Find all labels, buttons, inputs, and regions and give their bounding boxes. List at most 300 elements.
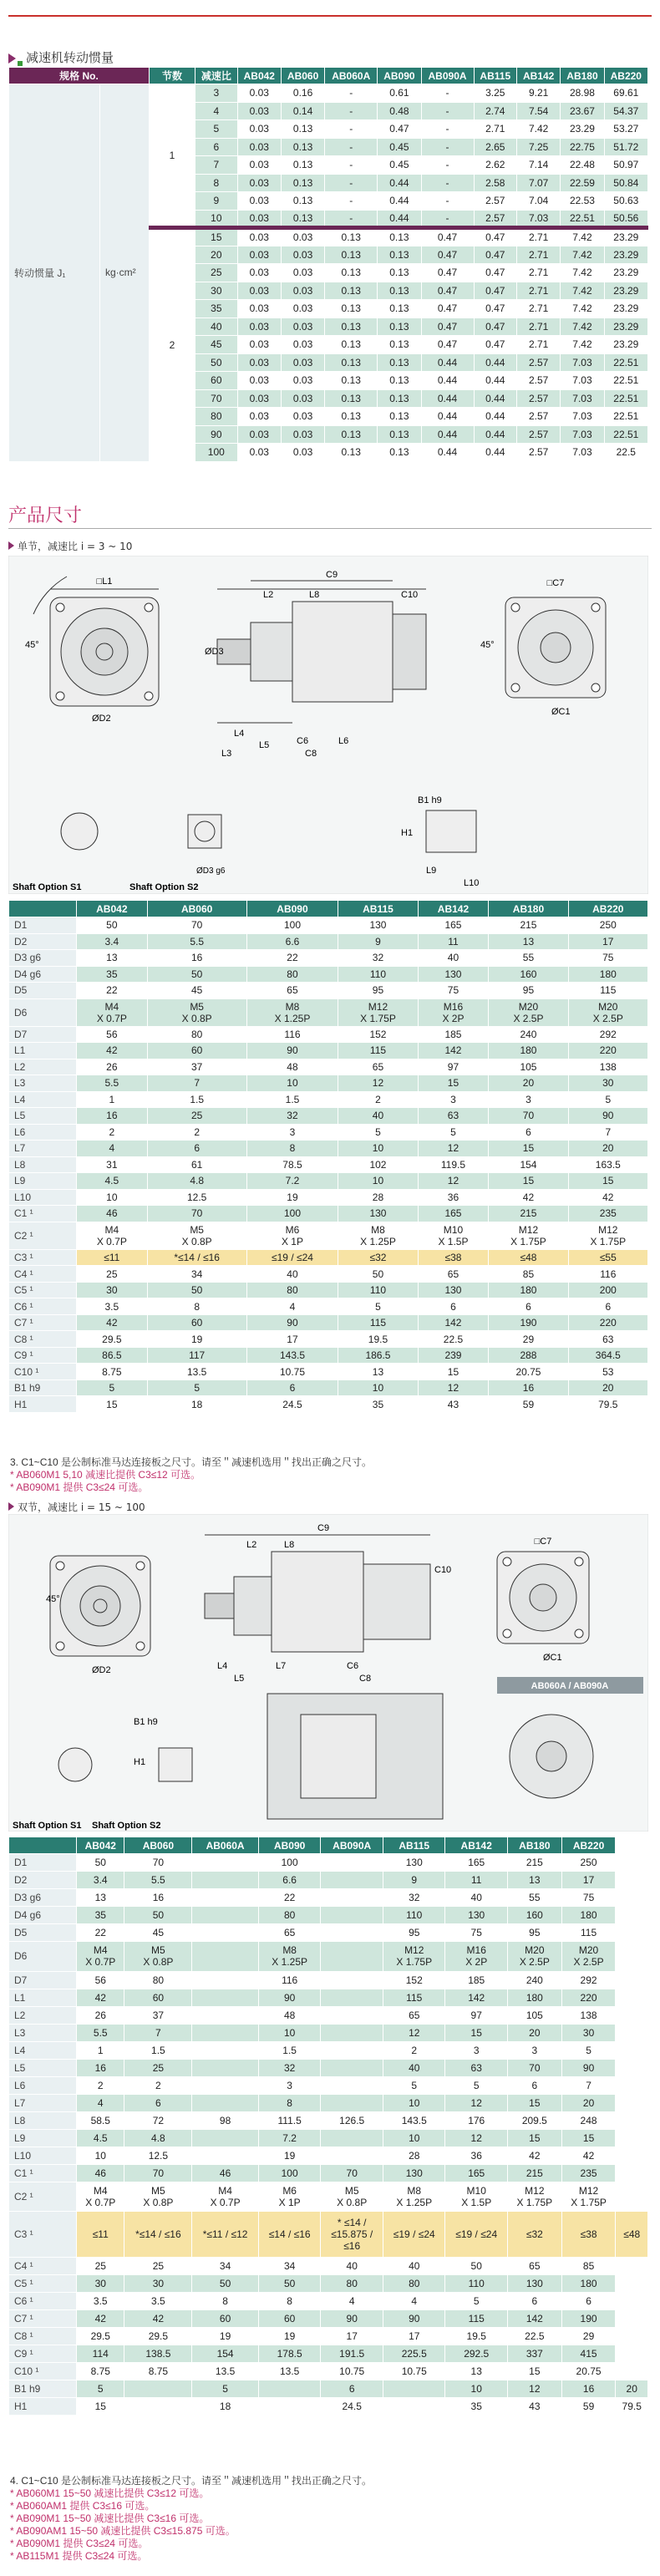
value-cell: 0.13 (378, 336, 421, 354)
dim-value-cell: 29.5 (77, 2327, 124, 2345)
dim-label-cell: C10 ¹ (9, 2362, 77, 2380)
dim-value-cell: 142 (445, 1989, 507, 2006)
table-row (9, 84, 648, 103)
value-cell: 0.44 (378, 192, 421, 211)
dim-value-cell: 24.5 (321, 2397, 383, 2415)
value-cell: 0.44 (421, 408, 474, 426)
dim-value-cell: 180 (507, 1989, 561, 2006)
dim-value-cell: *≤14 / ≤16 (147, 1249, 246, 1266)
value-cell: 22.51 (604, 372, 647, 390)
dim-value-cell: 1 (77, 1091, 148, 1108)
value-cell: 0.13 (378, 264, 421, 282)
value-cell: 0.13 (378, 228, 421, 246)
value-cell: 0.47 (421, 318, 474, 336)
dim-value-cell: 4 (383, 2292, 445, 2309)
dim-value-cell: 5 (561, 2041, 616, 2059)
dim-value-cell: 117 (147, 1347, 246, 1364)
dim-value-cell: 4.8 (124, 2129, 192, 2147)
dim-value-cell: 45 (124, 1924, 192, 1942)
table-row (9, 1189, 648, 1206)
ratio-cell: 90 (195, 425, 238, 444)
dim-value-cell: 78.5 (246, 1156, 338, 1173)
svg-text:L3: L3 (221, 749, 232, 759)
dim-value-cell: 50 (338, 1266, 418, 1283)
double-stage-subtitle: 双节，减速比 i = 15 ~ 100 (8, 1500, 145, 1514)
dim-value-cell: 13 (445, 2362, 507, 2380)
dim-value-cell: 154 (489, 1156, 568, 1173)
dim-value-cell: 12 (383, 2024, 445, 2041)
dim-value-cell: 34 (147, 1266, 246, 1283)
dim-value-cell: 3.5 (77, 1298, 148, 1315)
dim-value-cell: 3 (507, 2041, 561, 2059)
table-row (9, 2059, 648, 2076)
value-cell: 0.44 (474, 372, 516, 390)
dim-value-cell (258, 2397, 320, 2415)
dim-header-cell: AB142 (418, 901, 489, 917)
value-cell: 0.47 (474, 318, 516, 336)
value-cell: 0.44 (474, 389, 516, 408)
value-cell: 0.45 (378, 156, 421, 175)
dim-value-cell: 5 (192, 2380, 259, 2397)
dim-value-cell: 115 (338, 1314, 418, 1331)
dim-value-cell (124, 2397, 192, 2415)
double-stage-drawing (8, 1514, 648, 1832)
dim-value-cell: 17 (568, 933, 647, 950)
value-cell: 0.03 (281, 425, 324, 444)
dim-value-cell: 12 (418, 1379, 489, 1396)
table-row (9, 1379, 648, 1396)
dim-value-cell: 40 (383, 2059, 445, 2076)
dim-value-cell: 116 (258, 1971, 320, 1989)
dim-label-cell: C2 ¹ (9, 1222, 77, 1249)
note-line: * AB090M1 提供 C3≤24 可选。 (10, 2538, 149, 2549)
dim-value-cell: 40 (246, 1266, 338, 1283)
value-cell: 0.13 (378, 372, 421, 390)
dim-value-cell: 40 (383, 2257, 445, 2274)
value-cell: 0.14 (281, 102, 324, 120)
svg-text:L4: L4 (234, 729, 245, 739)
table-row (9, 1942, 648, 1972)
dim-value-cell: M5 X 0.8P (147, 1222, 246, 1249)
svg-text:L2: L2 (263, 590, 274, 600)
ratio-cell: 20 (195, 246, 238, 264)
dim-value-cell: 209.5 (507, 2111, 561, 2129)
dim-value-cell: 6 (507, 2076, 561, 2094)
dim-value-cell: ≤55 (568, 1249, 647, 1266)
dim-value-cell: 115 (383, 1989, 445, 2006)
dim-value-cell: 12 (418, 1173, 489, 1190)
svg-text:45°: 45° (25, 640, 39, 650)
dim-value-cell: 32 (258, 2059, 320, 2076)
dim-value-cell: 115 (338, 1043, 418, 1059)
dim-value-cell: 5 (147, 1379, 246, 1396)
dim-value-cell: 46 (77, 2164, 124, 2182)
dim-value-cell: 130 (383, 1854, 445, 1872)
dim-value-cell: 8.75 (124, 2362, 192, 2380)
value-cell: 0.03 (281, 408, 324, 426)
svg-text:□C7: □C7 (546, 578, 565, 588)
value-cell: 7.42 (517, 120, 561, 139)
dim-value-cell (321, 2041, 383, 2059)
dim-value-cell: 2 (147, 1124, 246, 1141)
ratio-cell: 4 (195, 102, 238, 120)
dimensions-rule (8, 528, 652, 529)
value-cell: 7.03 (561, 425, 604, 444)
value-cell: 0.03 (237, 408, 281, 426)
dim-value-cell (321, 1872, 383, 1889)
dim-value-cell: 95 (338, 983, 418, 999)
dim-value-cell: 25 (124, 2059, 192, 2076)
dim-value-cell: 26 (77, 1059, 148, 1075)
dim-label-cell: L10 (9, 1189, 77, 1206)
dim-value-cell: M6 X 1P (246, 1222, 338, 1249)
dim-value-cell: 98 (192, 2111, 259, 2129)
dim-value-cell: 5 (77, 2380, 124, 2397)
value-cell: 2.65 (474, 138, 516, 156)
value-cell: - (325, 210, 378, 228)
dim-value-cell: 185 (418, 1026, 489, 1043)
value-cell: 7.42 (561, 264, 604, 282)
dim-label-cell: C1 ¹ (9, 2164, 77, 2182)
table-row (9, 1924, 648, 1942)
dim-value-cell (321, 1989, 383, 2006)
dim-value-cell: 115 (568, 983, 647, 999)
dim-value-cell: 178.5 (258, 2345, 320, 2362)
dim-value-cell: 114 (77, 2345, 124, 2362)
table-row (9, 1075, 648, 1092)
dim-value-cell: 70 (124, 2164, 192, 2182)
dim-value-cell: 17 (561, 1872, 616, 1889)
dim-value-cell: 250 (561, 1854, 616, 1872)
dim-value-cell: 111.5 (258, 2111, 320, 2129)
dim-header-cell (9, 1837, 77, 1854)
dim-value-cell: 15 (77, 2397, 124, 2415)
note-line: * AB115M1 提供 C3≤24 可选。 (10, 2550, 148, 2562)
dim-label-cell: L4 (9, 2041, 77, 2059)
note-line: * AB060AM1 提供 C3≤16 可选。 (10, 2500, 155, 2512)
dim-value-cell: 20 (489, 1075, 568, 1092)
value-cell: 0.47 (474, 336, 516, 354)
value-cell: 0.47 (421, 246, 474, 264)
dim-value-cell: 32 (383, 1889, 445, 1907)
dim-value-cell: 2 (77, 1124, 148, 1141)
value-cell: 2.62 (474, 156, 516, 175)
dim-header-cell: AB142 (445, 1837, 507, 1854)
dim-value-cell: 60 (192, 2309, 259, 2327)
dim-value-cell: 1.5 (147, 1091, 246, 1108)
dim-value-cell: 24.5 (246, 1396, 338, 1413)
dim-value-cell: 6.6 (246, 933, 338, 950)
dim-value-cell: 42 (77, 1043, 148, 1059)
dim-value-cell: 16 (77, 2059, 124, 2076)
dim-value-cell: 2 (77, 2076, 124, 2094)
value-cell: - (325, 84, 378, 103)
value-cell: 0.03 (237, 192, 281, 211)
dim-value-cell: 29 (561, 2327, 616, 2345)
dim-value-cell: 11 (418, 933, 489, 950)
dim-value-cell: 13.5 (258, 2362, 320, 2380)
dim-value-cell: ≤14 / ≤16 (258, 2212, 320, 2258)
dim-value-cell: 72 (124, 2111, 192, 2129)
inertia-header-cell: AB180 (561, 68, 604, 84)
dim-value-cell: 10 (77, 1189, 148, 1206)
dim-label-cell: L5 (9, 2059, 77, 2076)
dim-value-cell: ≤48 (489, 1249, 568, 1266)
dim-value-cell: 80 (321, 2274, 383, 2292)
double-notes (10, 2475, 372, 2563)
dim-value-cell: 22 (258, 1889, 320, 1907)
dim-value-cell: 10 (383, 2129, 445, 2147)
value-cell: 0.03 (237, 210, 281, 228)
dim-value-cell (321, 2129, 383, 2147)
dim-value-cell: 79.5 (568, 1396, 647, 1413)
svg-text:Shaft Option S1: Shaft Option S1 (13, 1821, 82, 1831)
dim-value-cell: 75 (445, 1924, 507, 1942)
value-cell: 0.47 (474, 228, 516, 246)
dim-header-cell: AB180 (507, 1837, 561, 1854)
table-row (9, 2094, 648, 2111)
inertia-header-cell: 规格 No. (9, 68, 150, 84)
dim-value-cell: 15 (507, 2094, 561, 2111)
dim-label-cell: L9 (9, 2129, 77, 2147)
value-cell: 0.03 (237, 102, 281, 120)
table-row (9, 1222, 648, 1249)
dim-value-cell: 165 (445, 2164, 507, 2182)
dim-value-cell (192, 1872, 259, 1889)
dim-value-cell: 2 (338, 1091, 418, 1108)
dim-value-cell: 16 (489, 1379, 568, 1396)
dim-value-cell: 48 (246, 1059, 338, 1075)
dim-value-cell: 4 (246, 1298, 338, 1315)
dim-value-cell: 4.5 (77, 1173, 148, 1190)
dim-label-cell: C3 ¹ (9, 1249, 77, 1266)
svg-text:B1 h9: B1 h9 (134, 1717, 158, 1727)
stage-cell: 2 (150, 228, 195, 462)
dim-value-cell: 240 (507, 1971, 561, 1989)
dim-value-cell: 15 (418, 1075, 489, 1092)
dim-value-cell (321, 1971, 383, 1989)
dim-value-cell (192, 1942, 259, 1972)
dim-value-cell: 6 (246, 1379, 338, 1396)
dim-value-cell: 185 (445, 1971, 507, 1989)
value-cell: - (421, 138, 474, 156)
value-cell: 0.44 (421, 444, 474, 462)
dim-label-cell: D6 (9, 1942, 77, 1972)
dim-header-cell: AB115 (383, 1837, 445, 1854)
value-cell: 3.25 (474, 84, 516, 103)
value-cell: 2.58 (474, 174, 516, 192)
dim-value-cell: 80 (147, 1026, 246, 1043)
table-row (9, 2212, 648, 2258)
dim-value-cell: 46 (77, 1206, 148, 1222)
value-cell: 0.03 (237, 228, 281, 246)
dim-value-cell: 29 (489, 1331, 568, 1348)
dim-value-cell: 138 (568, 1059, 647, 1075)
value-cell: 28.98 (561, 84, 604, 103)
note-line: * AB060M1 5,10 减速比提供 C3≤12 可选。 (10, 1469, 201, 1481)
value-cell: 23.29 (604, 336, 647, 354)
dim-value-cell: 18 (147, 1396, 246, 1413)
dim-value-cell: 90 (383, 2309, 445, 2327)
svg-text:C10: C10 (434, 1565, 452, 1575)
dim-value-cell: 130 (383, 2164, 445, 2182)
inertia-header-cell: AB115 (474, 68, 516, 84)
dim-value-cell: 3 (418, 1091, 489, 1108)
dim-value-cell: 364.5 (568, 1347, 647, 1364)
dim-value-cell: 22 (77, 983, 148, 999)
single-stage-subtitle: 单节，减速比 i = 3 ~ 10 (8, 539, 132, 553)
dim-value-cell: 63 (418, 1108, 489, 1125)
dim-label-cell: D1 (9, 917, 77, 934)
dim-value-cell: 5 (77, 1379, 148, 1396)
dim-value-cell: 59 (561, 2397, 616, 2415)
value-cell: 0.13 (325, 228, 378, 246)
dim-value-cell: 5 (383, 2076, 445, 2094)
table-row (9, 2164, 648, 2182)
dim-label-cell: H1 (9, 1396, 77, 1413)
value-cell: 0.03 (237, 264, 281, 282)
dim-value-cell: ≤38 (561, 2212, 616, 2258)
dim-value-cell (192, 2129, 259, 2147)
value-cell: 7.03 (561, 389, 604, 408)
dim-value-cell: 16 (124, 1889, 192, 1907)
ratio-cell: 35 (195, 300, 238, 318)
dim-value-cell: 100 (246, 1206, 338, 1222)
svg-text:L7: L7 (276, 1661, 287, 1671)
value-cell: 22.53 (561, 192, 604, 211)
value-cell: 69.61 (604, 84, 647, 103)
dim-label-cell: D5 (9, 1924, 77, 1942)
value-cell: 0.13 (378, 282, 421, 300)
dim-value-cell: 26 (77, 2006, 124, 2024)
dim-value-cell: 65 (338, 1059, 418, 1075)
value-cell: 0.03 (281, 336, 324, 354)
dim-value-cell: 59 (489, 1396, 568, 1413)
svg-text:C8: C8 (359, 1674, 372, 1684)
dim-value-cell: 35 (77, 1907, 124, 1924)
value-cell: 2.71 (517, 282, 561, 300)
dim-value-cell: 90 (321, 2309, 383, 2327)
dim-value-cell: M8 X 1.25P (246, 998, 338, 1026)
dim-value-cell: 15 (507, 2129, 561, 2147)
dim-value-cell: *≤11 / ≤12 (192, 2212, 259, 2258)
value-cell: 2.71 (517, 300, 561, 318)
dim-value-cell: 3.5 (124, 2292, 192, 2309)
svg-text:45°: 45° (46, 1594, 60, 1604)
dim-value-cell: 60 (124, 1989, 192, 2006)
dim-value-cell: 3 (489, 1091, 568, 1108)
value-cell: 0.44 (421, 353, 474, 372)
dim-value-cell: M20 X 2.5P (568, 998, 647, 1026)
ratio-cell: 70 (195, 389, 238, 408)
dim-value-cell: 1 (77, 2041, 124, 2059)
dim-value-cell: M5 X 0.8P (124, 2182, 192, 2212)
dim-header-cell: AB220 (568, 901, 647, 917)
value-cell: 2.57 (517, 372, 561, 390)
dim-value-cell: 95 (383, 1924, 445, 1942)
dim-value-cell: ≤48 (616, 2212, 648, 2258)
dim-value-cell: 22.5 (507, 2327, 561, 2345)
dim-value-cell: 10 (338, 1379, 418, 1396)
dim-label-cell: C8 ¹ (9, 1331, 77, 1348)
value-cell: 2.71 (517, 264, 561, 282)
dim-value-cell: 50 (445, 2257, 507, 2274)
dim-value-cell: 6 (568, 1298, 647, 1315)
value-cell: 22.51 (561, 210, 604, 228)
dim-value-cell: 50 (77, 917, 148, 934)
dim-value-cell: 12 (507, 2380, 561, 2397)
table-row (9, 1249, 648, 1266)
table-row (9, 1396, 648, 1413)
dim-value-cell: 1.5 (124, 2041, 192, 2059)
ratio-cell: 6 (195, 138, 238, 156)
value-cell: 7.03 (561, 408, 604, 426)
dim-value-cell (192, 2147, 259, 2164)
value-cell: 22.5 (604, 444, 647, 462)
dim-value-cell: 30 (77, 2274, 124, 2292)
value-cell: 0.13 (378, 246, 421, 264)
dim-value-cell: 10 (383, 2094, 445, 2111)
svg-text:H1: H1 (134, 1757, 146, 1767)
dim-value-cell: 186.5 (338, 1347, 418, 1364)
dim-value-cell: 225.5 (383, 2345, 445, 2362)
dim-value-cell: 42 (77, 1314, 148, 1331)
ratio-cell: 5 (195, 120, 238, 139)
table-row (9, 1314, 648, 1331)
dim-value-cell: 18 (192, 2397, 259, 2415)
single-stage-drawing (8, 556, 648, 894)
value-cell: 0.16 (281, 84, 324, 103)
dim-value-cell: 79.5 (616, 2397, 648, 2415)
dim-value-cell: 3.4 (77, 1872, 124, 1889)
dim-label-cell: D3 g6 (9, 1889, 77, 1907)
dim-value-cell: 143.5 (246, 1347, 338, 1364)
value-cell: 0.03 (237, 389, 281, 408)
table-row (9, 2111, 648, 2129)
value-cell: 0.13 (325, 425, 378, 444)
dim-value-cell (321, 1889, 383, 1907)
dim-value-cell: 22 (246, 950, 338, 967)
dim-value-cell: 70 (507, 2059, 561, 2076)
svg-text:L2: L2 (246, 1540, 257, 1550)
value-cell: 23.29 (604, 228, 647, 246)
value-cell: 0.03 (281, 318, 324, 336)
dim-value-cell: 292.5 (445, 2345, 507, 2362)
table-row (9, 933, 648, 950)
section-dimensions-title: 产品尺寸 (8, 506, 83, 526)
dim-value-cell: 30 (568, 1075, 647, 1092)
dim-value-cell: 65 (507, 2257, 561, 2274)
dim-value-cell: 115 (561, 1924, 616, 1942)
dim-value-cell: 56 (77, 1026, 148, 1043)
value-cell: 7.25 (517, 138, 561, 156)
value-cell: 0.13 (378, 425, 421, 444)
dim-value-cell (321, 1854, 383, 1872)
dim-value-cell: M12 X 1.75P (338, 998, 418, 1026)
value-cell: 0.03 (237, 120, 281, 139)
dim-value-cell: M4 X 0.7P (77, 998, 148, 1026)
svg-text:Shaft Option S1: Shaft Option S1 (13, 882, 82, 892)
dim-header-cell: AB220 (561, 1837, 616, 1854)
dim-value-cell: 85 (561, 2257, 616, 2274)
value-cell: 22.59 (561, 174, 604, 192)
note-line: 3. C1~C10 是公制标准马达连接板之尺寸。请至＂减速机选用＂找出正确之尺寸。 (10, 1456, 373, 1468)
svg-text:□L1: □L1 (96, 577, 113, 587)
dim-value-cell: M6 X 1P (258, 2182, 320, 2212)
dim-header-cell: AB115 (338, 901, 418, 917)
table-row (9, 2041, 648, 2059)
table-row (9, 2292, 648, 2309)
